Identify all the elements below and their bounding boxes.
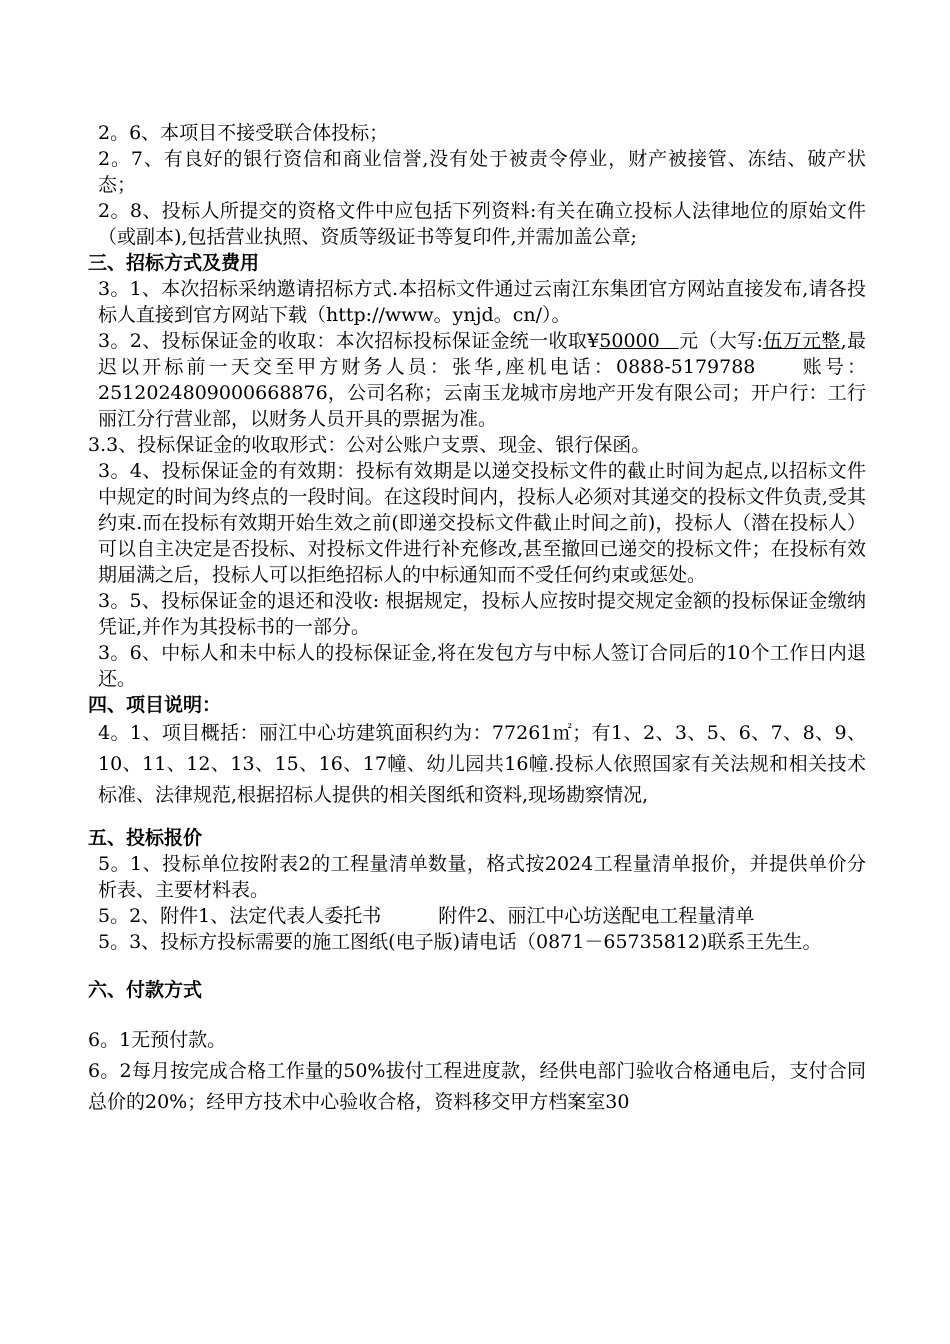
clause-3-6: 3。6、中标人和未中标人的投标保证金,将在发包方与中标人签订合同后的10个工作日内退还。 xyxy=(98,642,866,690)
clause-4-1: 4。1、项目概括：丽江中心坊建筑面积约为：77261㎡；有1、2、3、5、6、7、8、9、10、11、12、13、15、16、17幢、幼儿园共16幢.投标人依照国家有关法规和相关技术标准、法律规范,根据招标人提供的相关图纸和资料,现场勘察情况, xyxy=(98,722,866,806)
section-6-heading: 六、付款方式 xyxy=(88,979,203,1001)
clause-5-2: 5。2、附件1、法定代表人委托书 附件2、丽江中心坊送配电工程量清单 xyxy=(98,905,755,927)
clause-2-6: 2。6、本项目不接受联合体投标； xyxy=(98,122,389,144)
clause-5-1: 5。1、投标单位按附表2的工程量清单数量，格式按2024工程量清单报价，并提供单价分析表、主要材料表。 xyxy=(98,853,866,901)
deposit-amount: 50000 xyxy=(599,330,660,352)
document-body xyxy=(88,120,866,1118)
deposit-amount-upper: 伍万元整 xyxy=(762,330,841,352)
clause-3-4: 3。4、投标保证金的有效期：投标有效期是以递交投标文件的截止时间为起点,以招标文件中规定的时间为终点的一段时间。在这段时间内，投标人必须对其递交的投标文件负责,受其约束.而在投标有效期开始生效之前(即递交投标文件截止时间之前)，投标人（潜在投标人）可以自主决定是否投标、对投标文件进行补充修改,甚至撤回已递交的投标文件；在投标有效期届满之后，投标人可以拒绝招标人的中标通知而不受任何约束或惩处。 xyxy=(98,460,866,586)
clause-6-1: 6。1无预付款。 xyxy=(88,1029,227,1051)
clause-3-5: 3。5、投标保证金的退还和没收: 根据规定，投标人应按时提交规定金额的投标保证金缴纳凭证,并作为其投标书的一部分。 xyxy=(98,590,866,638)
clause-3-2 xyxy=(88,328,866,432)
clause-3-3: 3.3、投标保证金的收取形式：公对公账户支票、现金、银行保函。 xyxy=(88,434,651,456)
clause-3-2-part-c: ,最迟以开标前一天交至甲方财务人员：张华,座机电话：0888-5179788 账号：2512024809000668876，公司名称；云南玉龙城市房地产开发有限公司；开户行：工行丽江分行营业部，以财务人员开具的票据为准。 xyxy=(98,330,866,430)
clause-3-2-part-b: 元（大写: xyxy=(678,330,763,352)
section-3-heading: 三、招标方式及费用 xyxy=(88,252,260,274)
clause-2-7: 2。7、有良好的银行资信和商业信誉,没有处于被责令停业，财产被接管、冻结、破产状态； xyxy=(98,148,866,196)
clause-6-2: 6。2每月按完成合格工作量的50%拔付工程进度款，经供电部门验收合格通电后，支付合同总价的20%；经甲方技术中心验收合格，资料移交甲方档案室30 xyxy=(88,1060,866,1113)
clause-3-2-part-a: 3。2、投标保证金的收取：本次招标投标保证金统一收取¥ xyxy=(98,330,600,352)
clause-3-1: 3。1、本次招标采纳邀请招标方式.本招标文件通过云南江东集团官方网站直接发布,请各投标人直接到官方网站下载（http://www。ynjd。cn/）。 xyxy=(98,278,866,326)
section-5-heading: 五、投标报价 xyxy=(88,827,203,849)
clause-2-8: 2。8、投标人所提交的资格文件中应包括下列资料:有关在确立投标人法律地位的原始文件（或副本),包括营业执照、资质等级证书等复印件,并需加盖公章; xyxy=(98,200,866,248)
section-4-heading: 四、项目说明： xyxy=(88,694,222,716)
clause-5-3: 5。3、投标方投标需要的施工图纸(电子版)请电话（0871－65735812)联系王先生。 xyxy=(98,931,822,953)
